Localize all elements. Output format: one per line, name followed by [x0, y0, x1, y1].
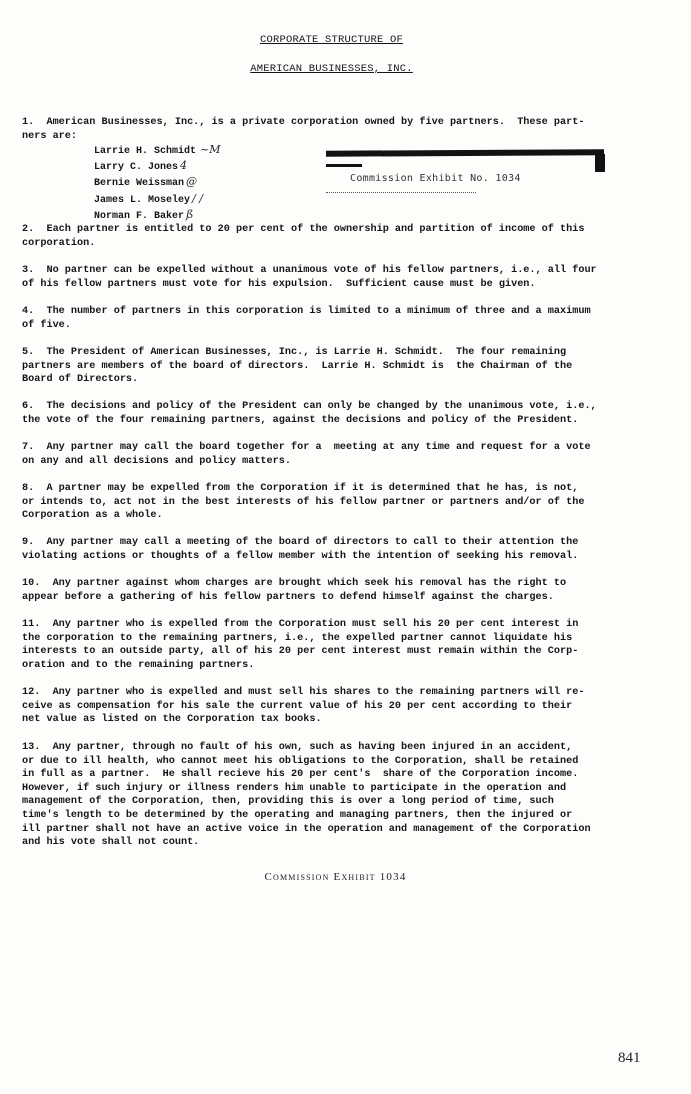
exhibit-stamp: Commission Exhibit No. 1034 [350, 173, 521, 184]
title-line-1: CORPORATE STRUCTURE OF [259, 34, 404, 46]
handwritten-initials: ~M [200, 143, 221, 156]
partner-list [94, 143, 221, 224]
paragraph-1: 1. American Businesses, Inc., is a private corporation owned by five partners. These part- ners are: [22, 117, 585, 142]
paragraph-10: 10. Any partner against whom charges are brought which seek his removal has the right to appear before a gathering of his fellow partners to defend himself against the charges. [22, 578, 567, 603]
partner-item [94, 175, 221, 191]
paragraph-2: 2. Each partner is entitled to 20 per cent of the ownership and partition of income of this corporation. [22, 224, 585, 249]
handwritten-initials: / / [192, 191, 203, 205]
partner-name: James L. Moseley [94, 194, 191, 206]
paragraph-11: 11. Any partner who is expelled from the Corporation must sell his 20 per cent interest in the corporation to the remaining partners, i.e., the expelled partner cannot liquidate his interests to an outside party, all of his 20 per cent interest must remain within the Corp- oration and to the remaining partners. [22, 619, 579, 671]
paragraph-7: 7. Any partner may call the board together for a meeting at any time and request for a vote on any and all decisions and policy matters. [22, 442, 591, 467]
handwritten-initials: 4 [180, 159, 188, 173]
stamp-bar [326, 149, 604, 156]
handwritten-initials: @ [186, 175, 198, 189]
partner-name: Larry C. Jones [94, 162, 179, 174]
partner-name: Larrie H. Schmidt [94, 146, 197, 157]
title-line-2: AMERICAN BUSINESSES, INC. [250, 63, 413, 75]
stamp-mark [326, 164, 362, 167]
stamp-mark [595, 154, 605, 172]
paragraph-3: 3. No partner can be expelled without a unanimous vote of his fellow partners, i.e., all four of his fellow partners must vote for his expulsion. Sufficient cause must be given. [22, 265, 597, 290]
paragraph-6: 6. The decisions and policy of the President can only be changed by the unanimous vote, i.e., the vote of the four remaining partners, against the decisions and policy of the President. [22, 401, 597, 426]
exhibit-footer: Commission Exhibit 1034 [264, 871, 407, 883]
paragraph-9: 9. Any partner may call a meeting of the board of directors to call to their attention the violating actions or thoughts of a fellow member with the intention of seeking his removal. [22, 537, 579, 562]
page-number: 841 [618, 1050, 641, 1066]
partner-name: Bernie Weissman [94, 178, 185, 190]
partner-item [94, 192, 221, 208]
partner-item [94, 143, 221, 159]
stamp-underline [326, 192, 476, 193]
partner-item [94, 159, 221, 175]
paragraph-13: 13. Any partner, through no fault of his own, such as having been injured in an accident, or due to ill health, who cannot meet his obligations to the Corporation, shall be retained in full as a partner. He shall recieve his 20 per cent's share of the Corporation income. However, if such injury or illness renders him unable to participate in the operation and management of the Corporation, then, providing this is over a long period of time, such time's length to be determined by the operating and managing partners, then the injured or ill partner shall not have an active voice in the operation and management of the Corporation and his vote shall not count. [22, 742, 591, 849]
paragraph-5: 5. The President of American Businesses, Inc., is Larrie H. Schmidt. The four remaining partners are members of the board of directors. Larrie H. Schmidt is the Chairman of the Board of Directors. [22, 347, 573, 386]
partner-name: Norman F. Baker [94, 210, 185, 222]
handwritten-initials: ß [186, 207, 194, 221]
paragraph-8: 8. A partner may be expelled from the Corporation if it is determined that he has, is not, or intends to, act not in the best interests of his fellow partner or partners and/or of the Corporation as a whole. [22, 483, 585, 522]
paragraph-12: 12. Any partner who is expelled and must sell his shares to the remaining partners will re- ceive as compensation for his sale the current value of his 20 per cent according to their net value as listed on the Corporation tax books. [22, 687, 585, 726]
partner-item [94, 208, 221, 224]
paragraph-4: 4. The number of partners in this corporation is limited to a minimum of three and a maximum of five. [22, 306, 591, 331]
